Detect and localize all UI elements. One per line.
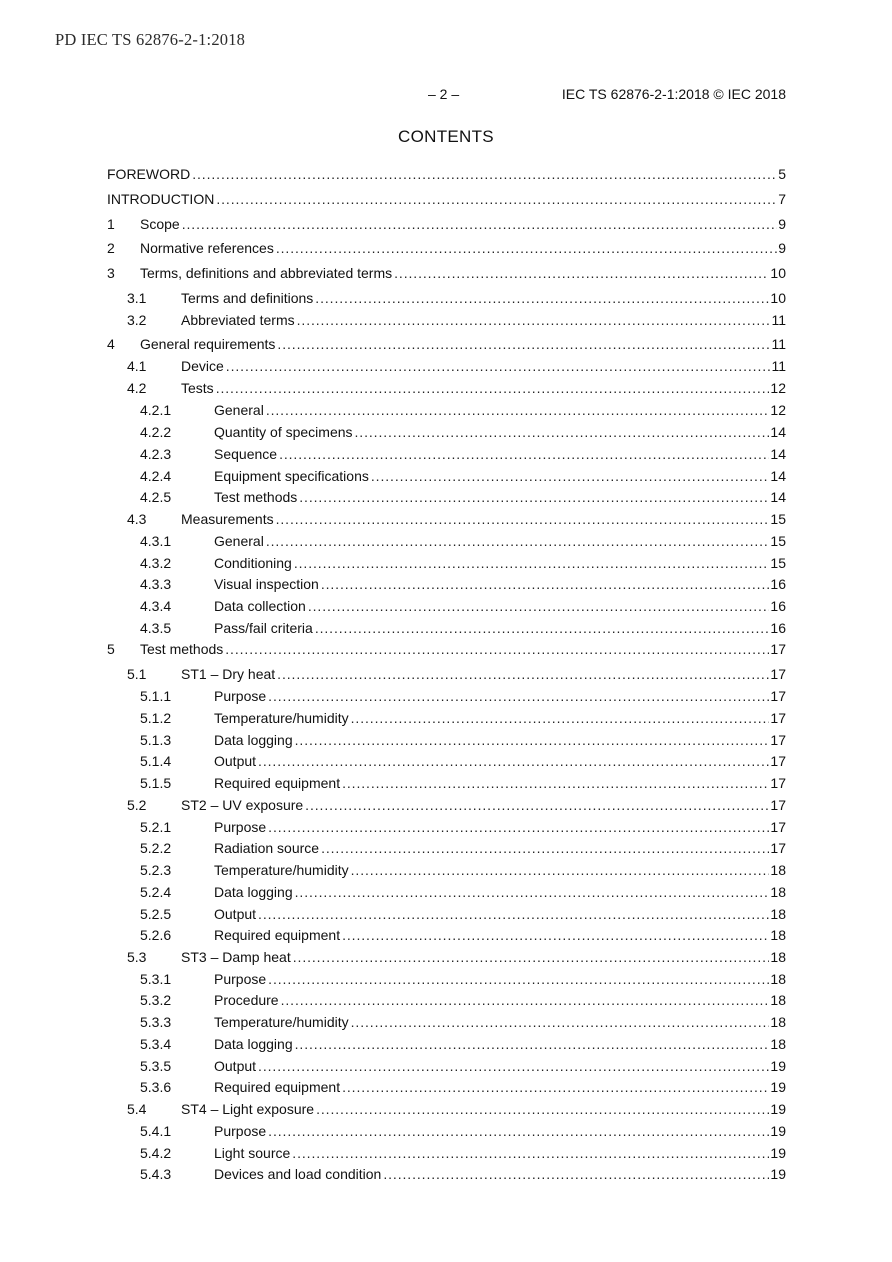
toc-entry-page: 14 — [770, 446, 786, 462]
toc-leader-dots — [277, 335, 770, 353]
toc-entry-title: ST2 – UV exposure — [181, 797, 304, 813]
toc-entry[interactable] — [107, 989, 786, 1009]
toc-entry-page: 18 — [770, 927, 786, 943]
toc-entry-number: 4.2.1 — [140, 402, 172, 418]
toc-entry-number: 5.1.5 — [140, 775, 172, 791]
toc-leader-dots — [295, 883, 770, 901]
toc-leader-dots — [297, 311, 771, 329]
toc-leader-dots — [268, 687, 769, 705]
toc-entry-page: 9 — [778, 216, 786, 232]
toc-entry-title: Measurements — [181, 511, 274, 527]
toc-entry-title: INTRODUCTION — [107, 191, 215, 207]
toc-entry-page: 18 — [770, 1014, 786, 1030]
toc-leader-dots — [182, 215, 778, 233]
toc-entry-number: 4.2 — [127, 380, 147, 396]
toc-entry-page: 18 — [770, 884, 786, 900]
toc-entry-title: Terms, definitions and abbreviated terms — [140, 265, 393, 281]
toc-entry-page: 16 — [770, 576, 786, 592]
toc-entry-number: 5.3.3 — [140, 1014, 172, 1030]
toc-entry[interactable] — [107, 421, 786, 441]
toc-entry-page: 19 — [770, 1123, 786, 1139]
toc-entry-title: Data logging — [214, 1036, 293, 1052]
toc-entry[interactable] — [107, 508, 786, 528]
toc-leader-dots — [295, 731, 770, 749]
toc-entry-number: 3.1 — [127, 290, 147, 306]
toc-entry-page: 16 — [770, 598, 786, 614]
toc-entry[interactable] — [107, 924, 786, 944]
toc-entry-page: 17 — [770, 840, 786, 856]
toc-entry-page: 15 — [770, 511, 786, 527]
toc-leader-dots — [299, 488, 769, 506]
toc-entry-page: 18 — [770, 992, 786, 1008]
toc-leader-dots — [216, 190, 777, 208]
toc-leader-dots — [342, 926, 769, 944]
toc-entry[interactable] — [107, 552, 786, 572]
toc-entry[interactable] — [107, 465, 786, 485]
toc-entry[interactable] — [107, 750, 786, 770]
toc-entry-page: 15 — [770, 533, 786, 549]
contents-title: CONTENTS — [398, 127, 494, 146]
toc-entry[interactable] — [107, 638, 786, 658]
toc-entry[interactable] — [107, 617, 786, 637]
toc-entry-title: Radiation source — [214, 840, 320, 856]
toc-entry-title: Output — [214, 1058, 257, 1074]
toc-entry-title: Test methods — [214, 489, 298, 505]
toc-leader-dots — [315, 289, 769, 307]
toc-leader-dots — [258, 1057, 769, 1075]
toc-entry-title: Visual inspection — [214, 576, 319, 592]
toc-leader-dots — [292, 1144, 769, 1162]
toc-entry-number: 4.3.4 — [140, 598, 172, 614]
toc-entry-number: 4.2.5 — [140, 489, 172, 505]
toc-entry-number: 5.1.4 — [140, 753, 172, 769]
toc-entry-page: 14 — [770, 424, 786, 440]
toc-entry[interactable] — [107, 213, 786, 233]
toc-entry-title: General — [214, 402, 264, 418]
toc-entry-title: Test methods — [140, 641, 224, 657]
toc-entry-page: 17 — [770, 641, 786, 657]
toc-leader-dots — [258, 905, 769, 923]
toc-entry-title: Purpose — [214, 1123, 267, 1139]
toc-entry-page: 19 — [770, 1145, 786, 1161]
toc-entry-title: Purpose — [214, 688, 267, 704]
toc-entry-page: 11 — [771, 312, 786, 328]
toc-leader-dots — [351, 1013, 770, 1031]
toc-entry-title: Data logging — [214, 732, 293, 748]
toc-leader-dots — [268, 970, 769, 988]
toc-leader-dots — [308, 597, 770, 615]
toc-entry-page: 17 — [770, 797, 786, 813]
toc-entry[interactable] — [107, 443, 786, 463]
toc-entry-page: 19 — [770, 1166, 786, 1182]
toc-entry[interactable] — [107, 1055, 786, 1075]
toc-entry-page: 17 — [770, 666, 786, 682]
toc-entry-number: 5.4.3 — [140, 1166, 172, 1182]
toc-entry-number: 4.2.4 — [140, 468, 172, 484]
toc-leader-dots — [351, 861, 770, 879]
toc-entry-number: 5.3 — [127, 949, 147, 965]
toc-leader-dots — [305, 796, 769, 814]
toc-entry-number: 5.1.2 — [140, 710, 172, 726]
toc-leader-dots — [321, 839, 769, 857]
toc-entry-title: Procedure — [214, 992, 279, 1008]
toc-entry-page: 9 — [778, 240, 786, 256]
toc-entry[interactable] — [107, 837, 786, 857]
toc-entry-title: Tests — [181, 380, 214, 396]
toc-entry-page: 11 — [771, 336, 786, 352]
toc-entry-title: Quantity of specimens — [214, 424, 353, 440]
toc-entry-title: Temperature/humidity — [214, 710, 349, 726]
toc-leader-dots — [266, 401, 770, 419]
toc-entry[interactable] — [107, 287, 786, 307]
toc-entry-page: 18 — [770, 949, 786, 965]
toc-entry[interactable] — [107, 663, 786, 683]
toc-leader-dots — [276, 239, 777, 257]
toc-entry-title: Temperature/humidity — [214, 1014, 349, 1030]
toc-leader-dots — [268, 1122, 769, 1140]
toc-entry-number: 5.1 — [127, 666, 147, 682]
toc-entry-number: 5.2.4 — [140, 884, 172, 900]
toc-entry-page: 18 — [770, 906, 786, 922]
document-id: PD IEC TS 62876-2-1:2018 — [55, 30, 246, 49]
toc-leader-dots — [294, 554, 770, 572]
toc-entry-number: 5.1.1 — [140, 688, 172, 704]
toc-entry[interactable] — [107, 399, 786, 419]
toc-entry-page: 17 — [770, 819, 786, 835]
toc-entry[interactable] — [107, 530, 786, 550]
toc-entry-number: 4.3.5 — [140, 620, 172, 636]
toc-entry-number: 5.4 — [127, 1101, 147, 1117]
toc-entry-title: General requirements — [140, 336, 276, 352]
toc-leader-dots — [371, 467, 770, 485]
toc-entry-page: 17 — [770, 710, 786, 726]
toc-entry-page: 14 — [770, 468, 786, 484]
toc-entry-title: Pass/fail criteria — [214, 620, 313, 636]
toc-leader-dots — [321, 575, 770, 593]
toc-entry-title: ST1 – Dry heat — [181, 666, 276, 682]
toc-entry-number: 5.3.2 — [140, 992, 172, 1008]
toc-entry[interactable] — [107, 1098, 786, 1118]
toc-entry-number: 4.3.3 — [140, 576, 172, 592]
toc-entry-title: Data logging — [214, 884, 293, 900]
toc-entry-page: 17 — [770, 732, 786, 748]
toc-entry-title: FOREWORD — [107, 166, 191, 182]
toc-entry-page: 11 — [771, 358, 786, 374]
toc-entry-number: 5.2 — [127, 797, 147, 813]
toc-entry-title: Normative references — [140, 240, 274, 256]
toc-entry[interactable] — [107, 1011, 786, 1031]
toc-entry[interactable] — [107, 309, 786, 329]
toc-entry[interactable] — [107, 262, 786, 282]
toc-entry[interactable] — [107, 816, 786, 836]
toc-entry[interactable] — [107, 685, 786, 705]
toc-entry[interactable] — [107, 1076, 786, 1096]
toc-entry[interactable] — [107, 1033, 786, 1053]
toc-leader-dots — [315, 619, 770, 637]
toc-entry-page: 17 — [770, 753, 786, 769]
toc-entry-number: 4.2.3 — [140, 446, 172, 462]
toc-entry-number: 5.3.6 — [140, 1079, 172, 1095]
toc-entry[interactable] — [107, 946, 786, 966]
toc-entry[interactable] — [107, 1163, 786, 1183]
toc-entry[interactable] — [107, 333, 786, 353]
toc-entry-title: Temperature/humidity — [214, 862, 349, 878]
toc-entry-number: 4 — [107, 336, 115, 352]
toc-entry-number: 4.1 — [127, 358, 147, 374]
copyright-notice: IEC TS 62876-2-1:2018 © IEC 2018 — [561, 86, 786, 102]
toc-entry-number: 5.2.6 — [140, 927, 172, 943]
toc-leader-dots — [279, 445, 769, 463]
toc-leader-dots — [383, 1165, 769, 1183]
toc-leader-dots — [342, 774, 769, 792]
toc-entry[interactable] — [107, 729, 786, 749]
toc-entry[interactable] — [107, 573, 786, 593]
toc-entry-number: 4.3.2 — [140, 555, 172, 571]
toc-entry-page: 15 — [770, 555, 786, 571]
toc-entry-number: 5.4.1 — [140, 1123, 172, 1139]
toc-entry-page: 18 — [770, 862, 786, 878]
toc-leader-dots — [225, 640, 769, 658]
toc-entry-page: 14 — [770, 489, 786, 505]
toc-leader-dots — [226, 357, 771, 375]
toc-entry-title: Devices and load condition — [214, 1166, 382, 1182]
toc-entry-number: 5.3.5 — [140, 1058, 172, 1074]
toc-leader-dots — [293, 948, 770, 966]
toc-entry-title: Light source — [214, 1145, 291, 1161]
toc-leader-dots — [216, 379, 770, 397]
toc-entry[interactable] — [107, 237, 786, 257]
toc-entry-title: Required equipment — [214, 927, 341, 943]
toc-leader-dots — [281, 991, 770, 1009]
toc-entry[interactable] — [107, 859, 786, 879]
toc-entry[interactable] — [107, 968, 786, 988]
toc-entry-number: 5.3.1 — [140, 971, 172, 987]
toc-entry-title: Terms and definitions — [181, 290, 314, 306]
toc-leader-dots — [394, 264, 769, 282]
toc-entry-number: 5.2.5 — [140, 906, 172, 922]
toc-leader-dots — [268, 818, 769, 836]
toc-entry-number: 5 — [107, 641, 115, 657]
toc-entry[interactable] — [107, 595, 786, 615]
toc-entry-number: 1 — [107, 216, 115, 232]
toc-entry-title: Purpose — [214, 819, 267, 835]
toc-entry-title: Required equipment — [214, 1079, 341, 1095]
toc-entry-title: General — [214, 533, 264, 549]
toc-entry-number: 4.3.1 — [140, 533, 172, 549]
toc-entry-page: 17 — [770, 775, 786, 791]
toc-entry-title: Output — [214, 753, 257, 769]
toc-entry-title: Output — [214, 906, 257, 922]
toc-entry-number: 3 — [107, 265, 115, 281]
toc-entry-page: 7 — [778, 191, 786, 207]
toc-entry-title: Equipment specifications — [214, 468, 369, 484]
toc-entry-number: 5.2.1 — [140, 819, 172, 835]
toc-entry-title: Scope — [140, 216, 180, 232]
toc-entry-page: 16 — [770, 620, 786, 636]
toc-entry[interactable] — [107, 881, 786, 901]
toc-entry-page: 12 — [770, 402, 786, 418]
toc-leader-dots — [351, 709, 770, 727]
page-number: – 2 – — [428, 86, 460, 102]
toc-entry-number: 5.2.3 — [140, 862, 172, 878]
toc-leader-dots — [295, 1035, 770, 1053]
toc-entry-title: Purpose — [214, 971, 267, 987]
toc-leader-dots — [266, 532, 770, 550]
toc-entry-page: 17 — [770, 688, 786, 704]
toc-entry-page: 5 — [778, 166, 786, 182]
toc-entry[interactable] — [107, 377, 786, 397]
toc-entry[interactable] — [107, 772, 786, 792]
toc-entry-number: 4.3 — [127, 511, 147, 527]
toc-entry[interactable] — [107, 903, 786, 923]
toc-entry-number: 5.3.4 — [140, 1036, 172, 1052]
toc-entry-page: 10 — [770, 265, 786, 281]
toc-entry-title: Abbreviated terms — [181, 312, 295, 328]
toc-entry-number: 4.2.2 — [140, 424, 172, 440]
toc-entry[interactable] — [107, 163, 786, 183]
toc-entry[interactable] — [107, 1142, 786, 1162]
toc-entry-page: 19 — [770, 1079, 786, 1095]
toc-entry-number: 5.4.2 — [140, 1145, 172, 1161]
toc-entry-title: Sequence — [214, 446, 278, 462]
toc-leader-dots — [316, 1100, 769, 1118]
toc-entry-number: 5.2.2 — [140, 840, 172, 856]
toc-entry-title: ST4 – Light exposure — [181, 1101, 315, 1117]
toc-entry[interactable] — [107, 355, 786, 375]
toc-entry[interactable] — [107, 1120, 786, 1140]
toc-entry-page: 18 — [770, 971, 786, 987]
toc-entry-page: 18 — [770, 1036, 786, 1052]
toc-entry-page: 12 — [770, 380, 786, 396]
toc-leader-dots — [355, 423, 770, 441]
toc-leader-dots — [258, 752, 769, 770]
toc-entry-title: Device — [181, 358, 224, 374]
toc-entry-page: 19 — [770, 1058, 786, 1074]
toc-entry[interactable] — [107, 707, 786, 727]
toc-entry-page: 10 — [770, 290, 786, 306]
toc-entry[interactable] — [107, 188, 786, 208]
toc-entry-title: ST3 – Damp heat — [181, 949, 291, 965]
toc-leader-dots — [277, 665, 769, 683]
toc-entry-number: 2 — [107, 240, 115, 256]
toc-entry-number: 3.2 — [127, 312, 147, 328]
toc-entry-title: Data collection — [214, 598, 306, 614]
toc-entry[interactable] — [107, 486, 786, 506]
toc-entry-title: Required equipment — [214, 775, 341, 791]
toc-leader-dots — [192, 165, 777, 183]
toc-entry-page: 19 — [770, 1101, 786, 1117]
toc-leader-dots — [342, 1078, 769, 1096]
toc-leader-dots — [276, 510, 770, 528]
toc-entry[interactable] — [107, 794, 786, 814]
toc-entry-title: Conditioning — [214, 555, 292, 571]
toc-entry-number: 5.1.3 — [140, 732, 172, 748]
